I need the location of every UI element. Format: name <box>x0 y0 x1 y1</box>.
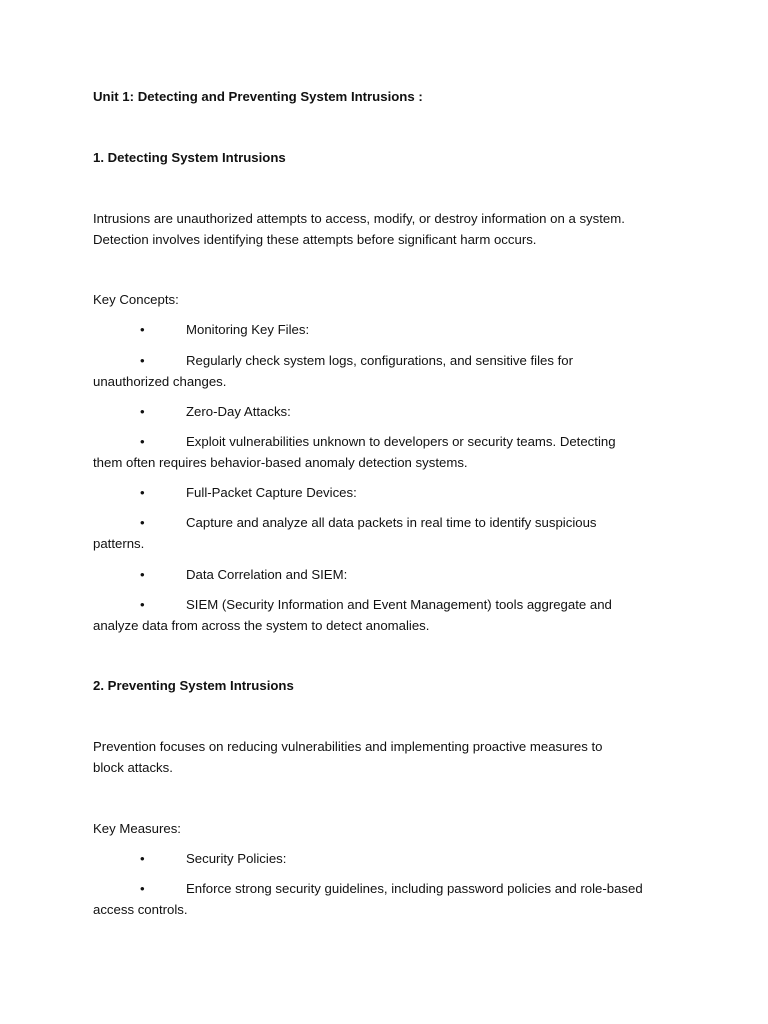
list-item-continuation: them often requires behavior-based anomaly detection systems. <box>93 455 468 470</box>
list-item-text: Regularly check system logs, configurations, and sensitive files for <box>186 353 574 368</box>
list-item-text: Capture and analyze all data packets in real time to identify suspicious <box>186 515 597 530</box>
section-1-intro-line-1: Intrusions are unauthorized attempts to access, modify, or destroy information on a system. <box>93 211 625 226</box>
section-1-heading: 1. Detecting System Intrusions <box>93 150 286 165</box>
bullet-icon: • <box>140 404 145 419</box>
key-measures-label: Key Measures: <box>93 821 181 836</box>
key-concepts-label: Key Concepts: <box>93 292 179 307</box>
bullet-icon: • <box>140 881 145 896</box>
list-item-text: Enforce strong security guidelines, including password policies and role-based <box>186 881 643 896</box>
bullet-icon: • <box>140 322 145 337</box>
list-item-text: Monitoring Key Files: <box>186 322 310 337</box>
list-item-text: Full-Packet Capture Devices: <box>186 485 357 500</box>
list-item-continuation: analyze data from across the system to detect anomalies. <box>93 618 430 633</box>
bullet-icon: • <box>140 515 145 530</box>
list-item-continuation: unauthorized changes. <box>93 374 227 389</box>
section-2-intro-line-1: Prevention focuses on reducing vulnerabilities and implementing proactive measures to <box>93 739 603 754</box>
list-item-continuation: patterns. <box>93 536 145 551</box>
list-item-text: Exploit vulnerabilities unknown to developers or security teams. Detecting <box>186 434 616 449</box>
list-item-text: SIEM (Security Information and Event Management) tools aggregate and <box>186 597 612 612</box>
bullet-icon: • <box>140 597 145 612</box>
bullet-icon: • <box>140 567 145 582</box>
bullet-icon: • <box>140 851 145 866</box>
document-title: Unit 1: Detecting and Preventing System Intrusions : <box>93 89 423 104</box>
bullet-icon: • <box>140 485 145 500</box>
list-item-continuation: access controls. <box>93 902 188 917</box>
list-item-text: Zero-Day Attacks: <box>186 404 291 419</box>
bullet-icon: • <box>140 353 145 368</box>
section-1-intro-line-2: Detection involves identifying these attempts before significant harm occurs. <box>93 232 537 247</box>
list-item-text: Data Correlation and SIEM: <box>186 567 348 582</box>
section-2-intro-line-2: block attacks. <box>93 760 173 775</box>
section-2-heading: 2. Preventing System Intrusions <box>93 678 294 693</box>
bullet-icon: • <box>140 434 145 449</box>
list-item-text: Security Policies: <box>186 851 287 866</box>
